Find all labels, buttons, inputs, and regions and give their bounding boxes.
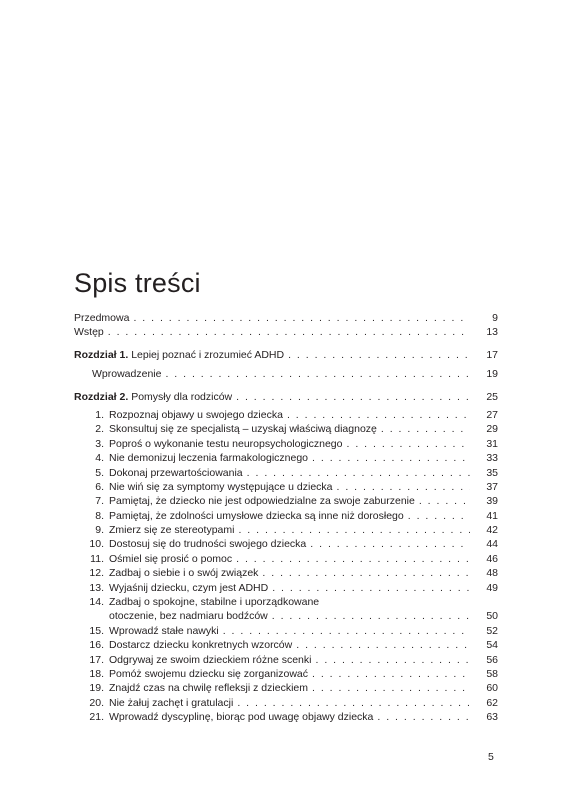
toc-item: [74, 466, 498, 480]
toc-chapter-1: [74, 348, 498, 362]
toc-page: 44: [486, 538, 498, 551]
chapter-number: Rozdział 1.: [74, 349, 129, 362]
toc-label: Nie demonizuj leczenia farmakologicznego: [109, 452, 309, 465]
item-number: 14.: [89, 596, 104, 609]
toc-label: Odgrywaj ze swoim dzieckiem różne scenki: [109, 653, 312, 666]
toc-page: 9: [492, 312, 498, 324]
toc-entry-wprowadzenie: [74, 367, 498, 381]
toc-label: Rozpoznaj objawy u swojego dziecka: [109, 408, 283, 421]
toc-page: 39: [486, 495, 498, 508]
leader-dots: [381, 422, 470, 436]
toc-item: [74, 667, 498, 681]
leader-dots: [272, 609, 470, 623]
toc-label: Znajdź czas na chwilę refleksji z dzieckiem: [109, 682, 308, 695]
chapter-title: Lepiej poznać i zrozumieć ADHD: [131, 349, 285, 362]
toc-item: [74, 422, 498, 436]
toc-label: Nie wiń się za symptomy występujące u dziecka: [109, 480, 333, 493]
leader-dots: [312, 681, 470, 695]
item-number: 5.: [95, 466, 104, 479]
toc-item: [74, 624, 498, 638]
item-number: 1.: [95, 408, 104, 421]
toc-page: 35: [486, 466, 498, 479]
toc-page: 49: [486, 581, 498, 594]
item-number: 10.: [89, 538, 104, 551]
item-number: 9.: [95, 524, 104, 537]
leader-dots: [165, 367, 470, 381]
toc-item: [74, 408, 498, 422]
item-number: 21.: [89, 711, 104, 724]
toc-page: 52: [486, 624, 498, 637]
toc-item: [74, 509, 498, 523]
toc-page: 25: [486, 390, 498, 403]
toc-chapter-2: [74, 390, 498, 404]
item-number: 13.: [89, 581, 104, 594]
toc-item: [74, 681, 498, 695]
item-number: 3.: [95, 437, 104, 450]
toc-page: 63: [486, 711, 498, 724]
toc-page: 29: [486, 423, 498, 436]
toc-label: Pamiętaj, że zdolności umysłowe dziecka są inne niż dorosłego: [109, 509, 404, 522]
leader-dots: [419, 494, 470, 508]
toc-items-group: [74, 624, 498, 725]
toc-label: Skonsultuj się ze specjalistą – uzyskaj właściwą diagnozę: [109, 423, 377, 436]
toc-item: [74, 653, 498, 667]
toc-item: [74, 581, 498, 595]
toc-label: Zmierz się ze stereotypami: [109, 524, 235, 537]
leader-dots: [236, 552, 470, 566]
leader-dots: [296, 638, 470, 652]
chapter-title: Pomysły dla rodziców: [131, 390, 233, 403]
item-number: 12.: [89, 567, 104, 580]
toc-label: Nie żałuj zachęt i gratulacji: [109, 696, 234, 709]
toc-page: 27: [486, 408, 498, 421]
leader-dots: [272, 581, 470, 595]
toc-entry-wstep: [74, 325, 498, 339]
toc-item: [74, 710, 498, 724]
leader-dots: [346, 437, 470, 451]
item-number: 11.: [90, 552, 104, 565]
leader-dots: [238, 523, 470, 537]
page-number: 5: [488, 751, 494, 763]
toc-label-continued: otoczenie, bez nadmiaru bodźców: [109, 610, 268, 623]
toc-item: [74, 638, 498, 652]
toc-items-group: [74, 408, 498, 595]
toc-item: [74, 437, 498, 451]
toc-item-14: [74, 595, 498, 624]
toc-label: Wstęp: [74, 326, 104, 339]
leader-dots: [337, 480, 470, 494]
toc-page: 50: [486, 610, 498, 623]
toc-label: Przedmowa: [74, 312, 130, 324]
toc-page: 58: [486, 668, 498, 680]
toc-page: 19: [486, 367, 498, 380]
toc-item: [74, 480, 498, 494]
item-number: 4.: [95, 452, 104, 465]
leader-dots: [223, 624, 470, 638]
toc-label: Pamiętaj, że dziecko nie jest odpowiedzialne za swoje zaburzenie: [109, 495, 415, 508]
leader-dots: [310, 537, 470, 551]
leader-dots: [288, 348, 470, 362]
item-number: 7.: [95, 495, 104, 508]
toc-label: Wyjaśnij dziecku, czym jest ADHD: [109, 581, 269, 594]
item-number: 6.: [95, 480, 104, 493]
item-number: 16.: [89, 639, 104, 652]
toc-page: 33: [486, 452, 498, 465]
toc-entry-przedmowa: [74, 311, 498, 325]
leader-dots: [287, 408, 470, 422]
toc-page: 17: [486, 349, 498, 362]
toc-page: 46: [486, 552, 498, 565]
item-number: 19.: [89, 682, 104, 695]
toc-page: 62: [486, 696, 498, 709]
leader-dots: [377, 710, 470, 724]
toc-label: Wprowadź dyscyplinę, biorąc pod uwagę objawy dziecka: [109, 711, 374, 724]
item-number: 2.: [95, 423, 104, 436]
toc-item: [74, 552, 498, 566]
toc-label: Zadbaj o siebie i o swój związek: [109, 567, 259, 580]
toc-page: 48: [486, 567, 498, 580]
toc-page: 42: [486, 524, 498, 537]
toc-page: 54: [486, 639, 498, 652]
toc-label: Zadbaj o spokojne, stabilne i uporządkowane: [109, 596, 320, 609]
toc-item: [74, 566, 498, 580]
leader-dots: [312, 451, 470, 465]
toc-page: 37: [486, 480, 498, 493]
item-number: 15.: [89, 624, 104, 637]
toc-item: [74, 523, 498, 537]
item-number: 17.: [89, 653, 104, 666]
item-number: 18.: [89, 668, 104, 680]
toc-label: Pomóż swojemu dziecku się zorganizować: [109, 668, 309, 680]
table-of-contents: [74, 311, 498, 725]
toc-label: Poproś o wykonanie testu neuropsychologicznego: [109, 437, 343, 450]
toc-page: 60: [486, 682, 498, 695]
toc-label: Wprowadzenie: [92, 367, 162, 380]
item-number: 8.: [95, 509, 104, 522]
toc-item: [74, 537, 498, 551]
toc-label: Dostosuj się do trudności swojego dziecka: [109, 538, 307, 551]
leader-dots: [237, 696, 470, 710]
toc-label: Dostarcz dziecku konkretnych wzorców: [109, 639, 293, 652]
leader-dots: [315, 653, 470, 667]
toc-item: [74, 451, 498, 465]
toc-page: 41: [486, 509, 498, 522]
item-number: 20.: [89, 696, 104, 709]
toc-page: 31: [486, 437, 498, 450]
toc-item: [74, 494, 498, 508]
toc-page: 13: [486, 326, 498, 339]
toc-label: Dokonaj przewartościowania: [109, 466, 243, 479]
leader-dots: [236, 390, 470, 404]
chapter-number: Rozdział 2.: [74, 390, 129, 403]
leader-dots: [108, 325, 470, 339]
toc-label: Wprowadź stałe nawyki: [109, 624, 219, 637]
leader-dots: [312, 667, 470, 681]
leader-dots: [262, 566, 470, 580]
page-title: Spis treści: [74, 268, 201, 298]
toc-page: 56: [486, 653, 498, 666]
toc-item: [74, 696, 498, 710]
leader-dots: [408, 509, 470, 523]
leader-dots: [247, 466, 470, 480]
leader-dots: [133, 311, 470, 325]
toc-label: Ośmiel się prosić o pomoc: [109, 552, 233, 565]
